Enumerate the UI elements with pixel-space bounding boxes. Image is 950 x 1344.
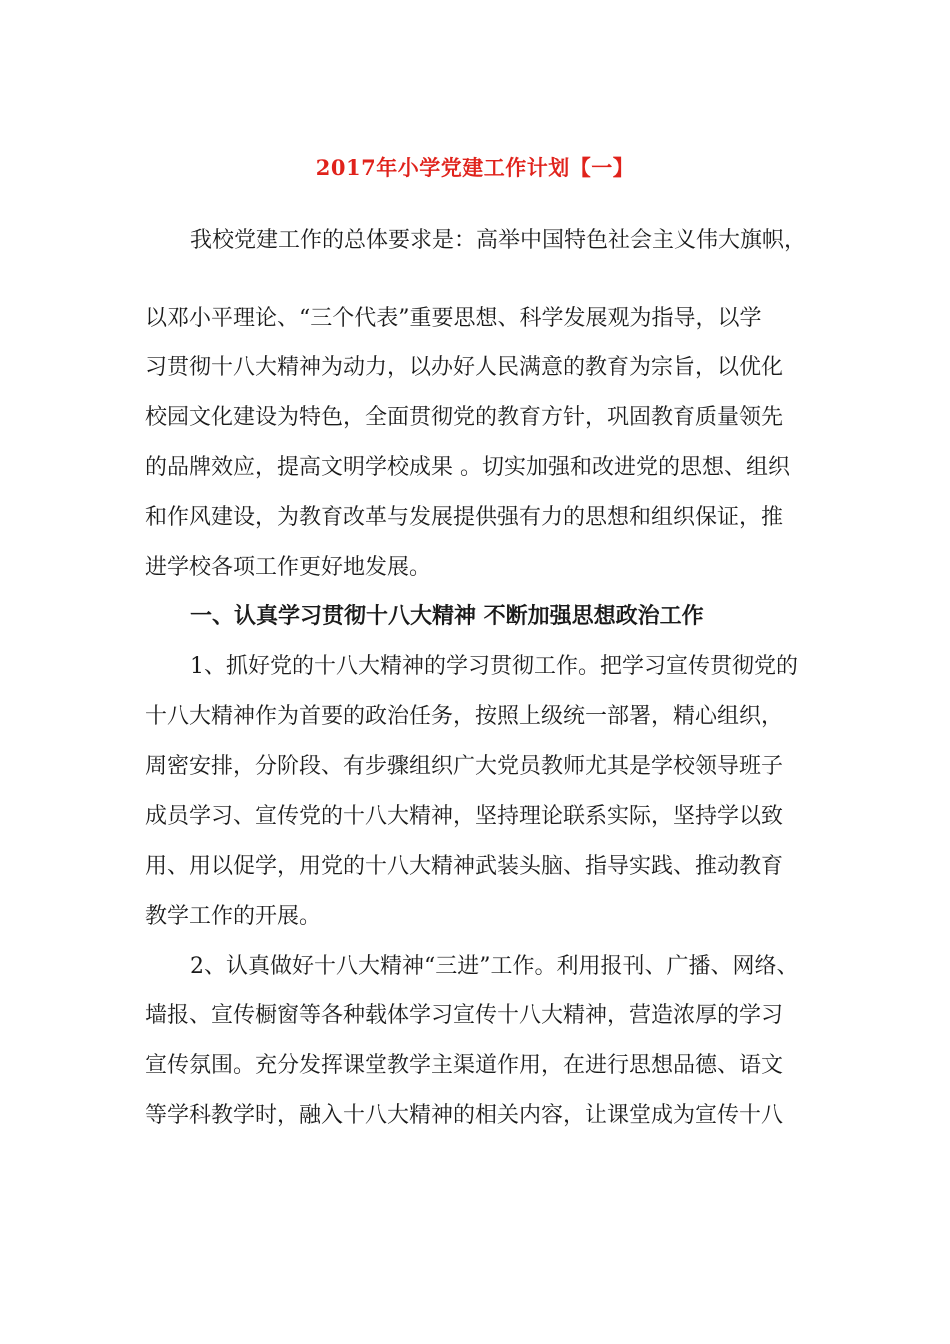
paragraph-line: 和作风建设，为教育改革与发展提供强有力的思想和组织保证，推 [145, 505, 784, 530]
paragraph-line: 墙报、宣传橱窗等各种载体学习宣传十八大精神，营造浓厚的学习 [145, 1003, 784, 1028]
paragraph-line: 教学工作的开展。 [145, 904, 322, 929]
paragraph-line: 习贯彻十八大精神为动力，以办好人民满意的教育为宗旨，以优化 [145, 355, 784, 380]
paragraph-line: 成员学习、宣传党的十八大精神，坚持理论联系实际，坚持学以致 [145, 804, 784, 829]
section-heading: 一、认真学习贯彻十八大精神 不断加强思想政治工作 [190, 604, 704, 629]
paragraph-line: 进学校各项工作更好地发展。 [145, 555, 432, 580]
document-title: 2017年小学党建工作计划【一】 [315, 155, 635, 180]
paragraph-line: 2、认真做好十八大精神“三进”工作。利用报刊、广播、网络、 [190, 954, 799, 979]
paragraph-line: 用、用以促学，用党的十八大精神武装头脑、指导实践、推动教育 [145, 854, 784, 879]
paragraph-line: 以邓小平理论、“三个代表”重要思想、科学发展观为指导，以学 [145, 306, 762, 331]
paragraph-line: 十八大精神作为首要的政治任务，按照上级统一部署，精心组织， [145, 704, 784, 729]
paragraph-line: 宣传氛围。充分发挥课堂教学主渠道作用，在进行思想品德、语文 [145, 1053, 784, 1078]
paragraph-line: 等学科教学时，融入十八大精神的相关内容，让课堂成为宣传十八 [145, 1103, 784, 1128]
paragraph-line: 的品牌效应，提高文明学校成果 。切实加强和改进党的思想、组织 [145, 455, 790, 480]
paragraph-line: 我校党建工作的总体要求是：高举中国特色社会主义伟大旗帜， [190, 228, 807, 253]
paragraph-line: 校园文化建设为特色，全面贯彻党的教育方针，巩固教育质量领先 [145, 405, 784, 430]
paragraph-line: 1、抓好党的十八大精神的学习贯彻工作。把学习宣传贯彻党的 [190, 654, 798, 679]
paragraph-line: 周密安排，分阶段、有步骤组织广大党员教师尤其是学校领导班子 [145, 754, 784, 779]
